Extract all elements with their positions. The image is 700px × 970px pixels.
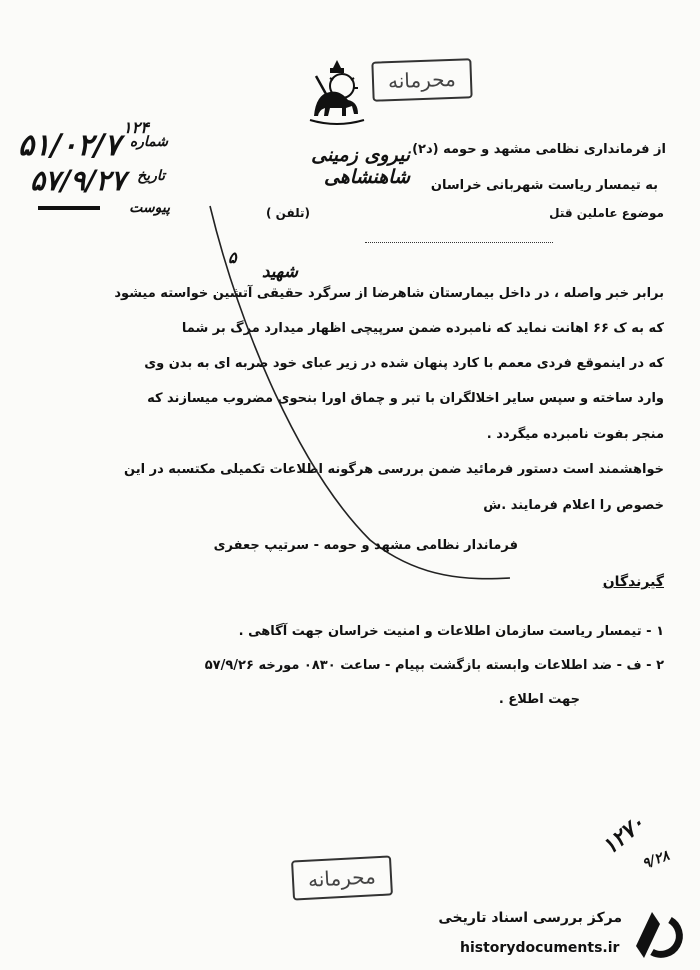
phone-label: (تلفن ) — [266, 206, 310, 220]
body-line: که در اینموقع فردی معمم با کارد پنهان شده در زیر عبای خود ضربه ای به بدن وی — [144, 356, 664, 371]
footer-website: historydocuments.ir — [460, 940, 620, 956]
letter-date-value: ۵۷/۹/۲۷ — [30, 164, 126, 197]
signature-line: فرماندار نظامی مشهد و حومه - سرتیپ جعفری — [213, 538, 518, 553]
subject-text: عاملین قتل — [549, 206, 618, 220]
recipients-title: گیرندگان — [602, 574, 664, 590]
org-title: نیروی زمینی شاهنشاهی — [311, 144, 410, 188]
letter-date-label: تاریخ — [137, 168, 165, 184]
body-line: که به ک ۶۶ اهانت نماید که نامبرده ضمن سرپیچی اظهار میدارد مرگ بر شما — [181, 321, 664, 336]
letter-number-note: ۱۲۴ — [123, 118, 149, 137]
letter-number-label: شماره — [129, 134, 168, 150]
to-text: تیمسار ریاست شهربانی خراسان — [430, 178, 641, 193]
body-line: خواهشمند است دستور فرمائید ضمن بررسی هرگونه اطلاعات تکمیلی مکتسبه در این — [124, 462, 664, 477]
recipient-item: جهت اطلاع . — [498, 692, 580, 707]
handwritten-date: ۹/۲۸ — [640, 847, 672, 873]
confidential-stamp-bottom: محرمانه — [291, 855, 393, 900]
handwritten-insert: شهید — [261, 262, 298, 282]
body-line: وارد ساخته و سپس سایر اخلالگران با تبر و چماق اورا بنحوی مضروب میسازند که — [147, 391, 664, 406]
body-line: برابر خبر واصله ، در داخل بیمارستان شاهرضا از سرگرد حقیقی آتشین خواسته میشود — [114, 286, 664, 301]
subject-label: موضوع — [621, 206, 664, 220]
attachment-label: پیوست — [129, 200, 170, 216]
history-documents-logo-icon — [630, 906, 686, 962]
from-label: از — [654, 142, 666, 157]
margin-mark: ۵ — [228, 248, 237, 267]
recipient-item: ۲ - ف - ضد اطلاعات وابسته بازگشت بپیام - ساعت ۰۸۳۰ مورخه ۵۷/۹/۲۶ — [204, 658, 664, 673]
footer-center-name: مرکز بررسی اسناد تاریخی — [438, 910, 622, 926]
confidential-stamp-top: محرمانه — [371, 58, 472, 101]
recipient-item: ۱ - تیمسار ریاست سازمان اطلاعات و امنیت خراسان جهت آگاهی . — [238, 624, 664, 639]
handwritten-number: ۱۲۷۰ — [597, 809, 651, 861]
from-text: فرمانداری نظامی مشهد و حومه (د۲) — [412, 142, 650, 157]
body-line: خصوص را اعلام فرمایند .ش — [483, 498, 664, 513]
body-line: منجر بفوت نامبرده میگردد . — [486, 427, 664, 442]
to-label: به — [645, 178, 658, 193]
letter-number-value: ۵۱/۰۲/۷ — [18, 128, 121, 163]
